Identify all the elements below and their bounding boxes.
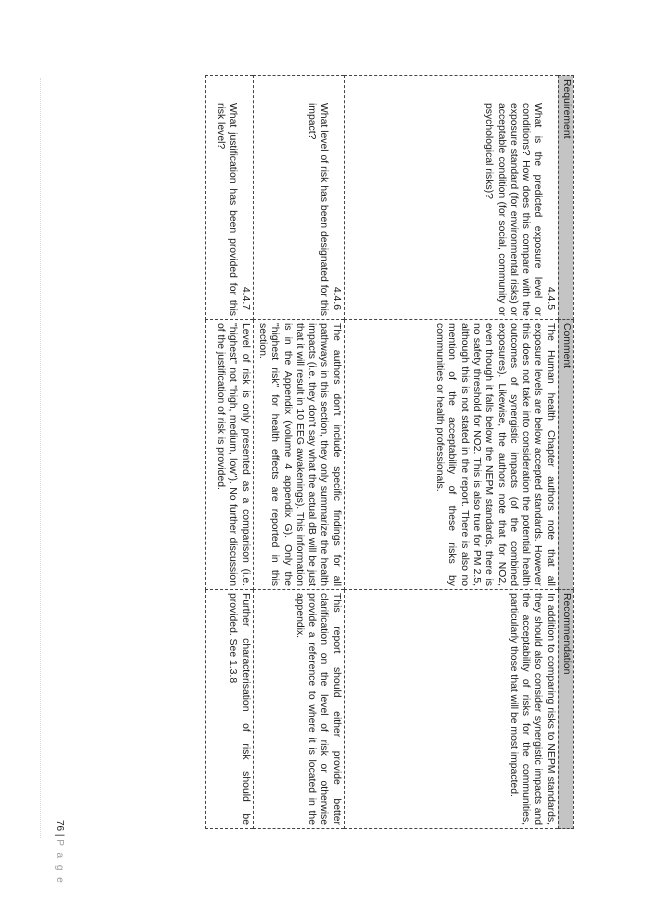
comment-cell: The authors don't include specific findings for all pathways in this section, they only summarize the health impacts (i.e. they don't say what the actual dB will be just that it will result in 10 EEG awakenings). This information is in the Appendix (volume 4 appendix G). Only the "highest risk" for health effects are reported in this section. <box>253 320 344 590</box>
recommendation-cell: In addition to comparing risks to NEPM standards, they should also consider synergistic impacts and the acceptability of risks for the communities, particularly those that will be most impacted. <box>344 590 558 829</box>
table-header-row <box>558 76 573 829</box>
requirement-number: 4.4.7 <box>239 286 251 310</box>
page-footer <box>0 820 70 885</box>
requirement-cell <box>253 76 344 320</box>
table-row <box>253 76 344 829</box>
requirement-number: 4.4.5 <box>544 286 556 310</box>
table-row <box>344 76 558 829</box>
recommendation-cell: This report should either provide better clarification on the level of risk or otherwise provide a reference to where it is located in the appendix. <box>253 590 344 829</box>
requirement-number: 4.4.6 <box>330 286 342 310</box>
recommendation-cell: Further characterisation of risk should be provided. See 1.3.8 <box>205 590 253 829</box>
rotated-table-container <box>211 75 574 828</box>
table-row <box>205 76 253 829</box>
page-number: 76 <box>54 820 65 832</box>
comment-cell: The Human health Chapter authors note that all exposure levels are below accepted standards. However this does not take into consideration the potential health outcomes of synergistic impacts (of the combined exposures). Likewise, the authors note that for NO2, even though it falls below the NEPM standards, there is no safety threshold for NO2. This is also true for PM 2.5, although this is not stated in the report. There is also no mention of the acceptability of these risks by communities or health professionals. <box>344 320 558 590</box>
requirement-text: What justification has been provided for this risk level? <box>215 103 239 316</box>
comment-cell: Level of risk is only presented as a comparison (i.e. "highest" not "high, medium, low"). No further discussion of the justification of risk is provided. <box>205 320 253 590</box>
assessment-table <box>205 75 574 829</box>
page-margin-line <box>40 78 42 838</box>
page-word: P a g e <box>54 839 65 885</box>
header-comment: Comment <box>558 320 573 590</box>
header-requirement: Requirement <box>558 76 573 320</box>
requirement-text: What is the predicted exposure level or conditions? How does this compare with the exposure standard (for environmental risks) or acceptable condition (for social, community or psychological risks)? <box>483 103 544 316</box>
requirement-text: What level of risk has been designated for this impact? <box>306 103 330 316</box>
requirement-cell <box>205 76 253 320</box>
requirement-cell <box>344 76 558 320</box>
page-separator: | <box>54 831 65 840</box>
header-recommendation: Recommendation <box>558 590 573 829</box>
